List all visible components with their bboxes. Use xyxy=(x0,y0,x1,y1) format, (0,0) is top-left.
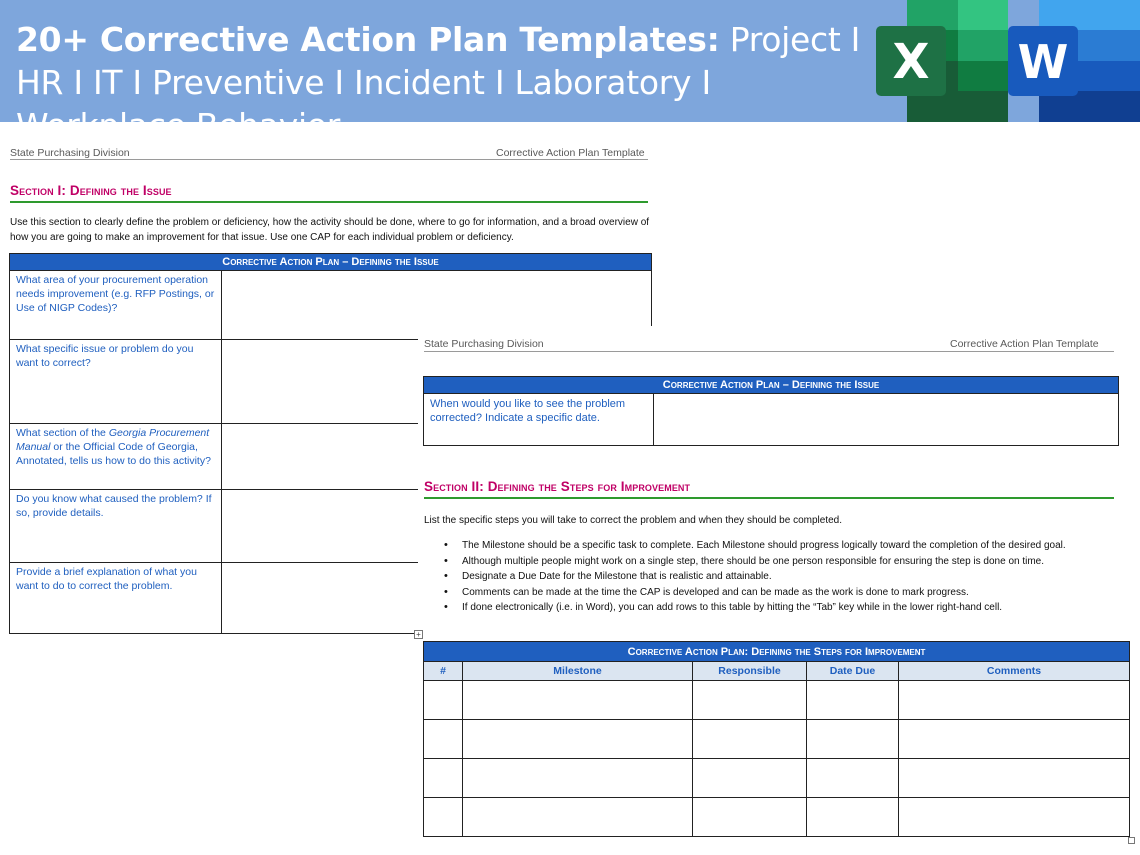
defining-issue-table-title: Corrective Action Plan – Defining the Issue xyxy=(10,254,652,271)
banner-title-rest: Project I HR I IT I Preventive I Incident I Laboratory I xyxy=(16,20,861,102)
banner xyxy=(0,0,1140,122)
col-header-date-due: Date Due xyxy=(807,662,899,681)
table-cell[interactable] xyxy=(424,720,463,759)
defining-issue-table-title: Corrective Action Plan – Defining the Issue xyxy=(424,377,1119,394)
question-explanation: Provide a brief explanation of what you want to do to correct the problem. xyxy=(10,563,222,634)
table-cell[interactable] xyxy=(693,681,807,720)
steps-table-title: Corrective Action Plan: Defining the Steps for Improvement xyxy=(424,642,1130,662)
table-cell[interactable] xyxy=(899,720,1130,759)
table-cell[interactable] xyxy=(463,720,693,759)
table-cell[interactable] xyxy=(693,759,807,798)
table-row xyxy=(424,759,1130,798)
table-cell[interactable] xyxy=(899,759,1130,798)
header-rule xyxy=(424,351,1114,352)
question-procurement-area: What area of your procurement operation needs improvement (e.g. RFP Postings, or Use of NIGP Codes)? xyxy=(10,271,222,340)
col-header-number: # xyxy=(424,662,463,681)
table-cell[interactable] xyxy=(693,720,807,759)
bullet-item: • Although multiple people might work on a single step, there should be one person responsible for ensuring the step is done on time. xyxy=(462,554,1122,570)
steps-table xyxy=(423,641,1130,837)
table-cell[interactable] xyxy=(899,798,1130,837)
table-row xyxy=(424,720,1130,759)
word-letter: W xyxy=(1017,35,1069,89)
col-header-milestone: Milestone xyxy=(463,662,693,681)
question-cause: Do you know what caused the problem? If so, provide details. xyxy=(10,490,222,563)
bullet-item: • Comments can be made at the time the CAP is developed and can be made as the work is done to mark progress. xyxy=(462,585,1122,601)
excel-letter: X xyxy=(892,34,930,90)
section-2-rule xyxy=(424,497,1114,499)
table-row xyxy=(424,798,1130,837)
table-cell[interactable] xyxy=(807,759,899,798)
defining-issue-table-continued xyxy=(423,376,1119,446)
col-header-comments: Comments xyxy=(899,662,1130,681)
word-icon xyxy=(1008,0,1140,122)
answer-cell[interactable] xyxy=(654,394,1119,446)
page-header-right: Corrective Action Plan Template xyxy=(496,147,645,159)
section-2-title: Section II: Defining the Steps for Improvement xyxy=(424,479,691,494)
table-move-handle[interactable]: + xyxy=(414,630,423,639)
table-cell[interactable] xyxy=(899,681,1130,720)
table-cell[interactable] xyxy=(424,681,463,720)
table-resize-handle[interactable] xyxy=(1128,837,1135,844)
bullet-item: • The Milestone should be a specific task to complete. Each Milestone should progress logically toward the completion of the desired goal. xyxy=(462,538,1122,554)
section-2-intro: List the specific steps you will take to correct the problem and when they should be completed. xyxy=(424,515,843,526)
section-1-rule xyxy=(10,201,648,203)
question-manual-em: Georgia Procurement Manual xyxy=(16,427,210,453)
banner-title-bold: 20+ Corrective Action Plan Templates: xyxy=(16,20,720,59)
table-cell[interactable] xyxy=(463,759,693,798)
question-correction-date: When would you like to see the problem corrected? Indicate a specific date. xyxy=(424,394,654,446)
table-cell[interactable] xyxy=(463,798,693,837)
col-header-responsible: Responsible xyxy=(693,662,807,681)
section-1-intro: Use this section to clearly define the problem or deficiency, how the activity should be done, where to go for information, and a broad overview of how you are going to make an improvement for that issue. Use one CAP for each individual problem or deficiency. xyxy=(10,217,650,243)
excel-icon xyxy=(876,0,1008,122)
table-cell[interactable] xyxy=(807,798,899,837)
table-row xyxy=(424,681,1130,720)
bullet-item: • Designate a Due Date for the Milestone that is realistic and attainable. xyxy=(462,569,1122,585)
table-cell[interactable] xyxy=(424,759,463,798)
table-cell[interactable] xyxy=(807,720,899,759)
question-manual-pre: What section of the xyxy=(16,427,109,439)
table-cell[interactable] xyxy=(463,681,693,720)
question-specific-issue: What specific issue or problem do you want to correct? xyxy=(10,340,222,424)
section-1-title: Section I: Defining the Issue xyxy=(10,183,172,198)
page-header-left: State Purchasing Division xyxy=(10,147,130,159)
header-rule xyxy=(10,159,648,160)
table-cell[interactable] xyxy=(693,798,807,837)
question-manual-section xyxy=(10,424,222,490)
question-manual-post: or the Official Code of Georgia, Annotated, tells us how to do this activity? xyxy=(16,441,211,467)
page-header-left: State Purchasing Division xyxy=(424,338,544,350)
instruction-bullets xyxy=(462,538,1122,616)
page-header-right: Corrective Action Plan Template xyxy=(950,338,1099,350)
table-cell[interactable] xyxy=(424,798,463,837)
table-cell[interactable] xyxy=(807,681,899,720)
bullet-item: • If done electronically (i.e. in Word), you can add rows to this table by hitting the “Tab” key while in the lower right-hand cell. xyxy=(462,600,1122,616)
